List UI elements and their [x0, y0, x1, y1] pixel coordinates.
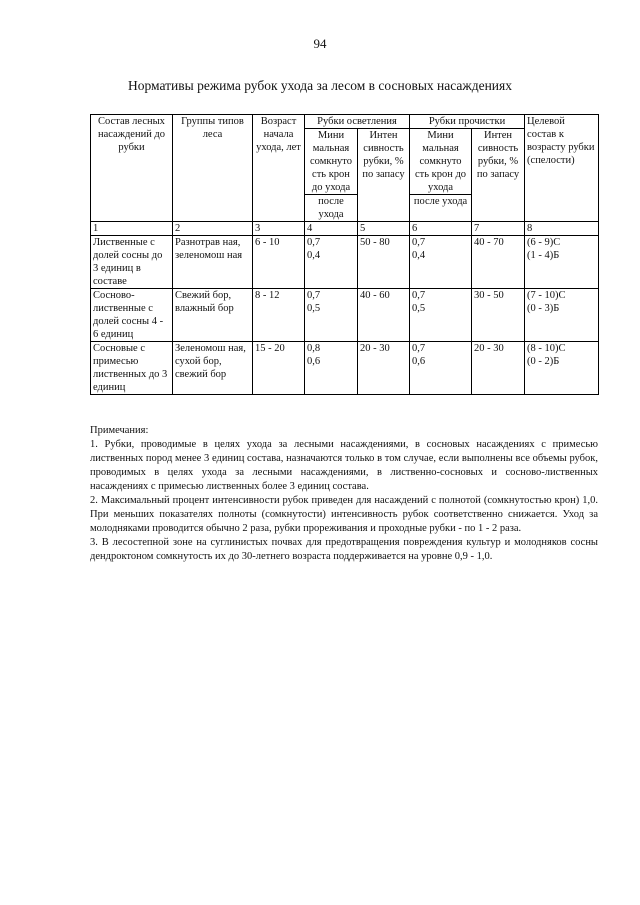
column-number: 1 [91, 222, 173, 236]
header-clearing-group: Рубки осветления [305, 115, 410, 129]
cell-age: 6 - 10 [253, 236, 305, 289]
page-number: 94 [313, 36, 327, 51]
header-thinning-min-after: после ухода [410, 195, 472, 222]
cell-composition: Лиственные с долей сосны до 3 единиц в составе [91, 236, 173, 289]
clearing-min-after: 0,5 [307, 303, 321, 314]
column-number: 2 [173, 222, 253, 236]
column-number: 6 [410, 222, 472, 236]
header-thinning-intensity: Интен сивность рубки, % по запасу [472, 129, 525, 222]
note-item: 1. Рубки, проводимые в целях ухода за лесными насаждениями, в сосновых насаждениях с примесью лиственных пород менее 3 единиц состава, назначаются только в том случае, если выполнены все объемы рубок, проводимых в целях ухода за лесными насаждениями, в лиственно-сосновых и сосново-лиственных насаждениях с примесью лиственных более 3 единиц состава. [90, 439, 598, 492]
header-forest-type: Группы типов леса [173, 115, 253, 222]
column-number: 3 [253, 222, 305, 236]
cell-composition: Сосново-лиственные с долей сосны 4 - 6 единиц [91, 289, 173, 342]
notes-section [90, 424, 598, 564]
header-age: Возраст начала ухода, лет [253, 115, 305, 222]
notes-heading: Примечания: [90, 425, 149, 436]
cell-target [525, 342, 599, 395]
thinning-min-after: 0,5 [412, 303, 426, 314]
clearing-min-before: 0,8 [307, 343, 321, 354]
table-row [91, 342, 599, 395]
clearing-min-before: 0,7 [307, 237, 321, 248]
cell-clearing-intensity: 50 - 80 [358, 236, 410, 289]
column-number: 7 [472, 222, 525, 236]
note-item: 3. В лесостепной зоне на суглинистых почвах для предотвращения повреждения культур и молодняков сосны дендроктоном сомкнутость их до 30-летнего возраста поддерживается на уровне 0,9 - 1,0. [90, 537, 598, 562]
thinning-min-before: 0,7 [412, 343, 426, 354]
note-item: 2. Максимальный процент интенсивности рубок приведен для насаждений с полнотой (сомкнутостью крон) 1,0. При меньших показателях полноты (сомкнутости) интенсивность рубок соответственно снижается. Уход за молодняками проводится обычно 2 раза, рубки прореживания и проходные рубки - по 1 - 2 раза. [90, 495, 598, 534]
header-thinning-min-before: Мини мальная сомкнуто сть крон до ухода [410, 129, 472, 195]
target-pine: (6 - 9)С [527, 237, 561, 248]
header-clearing-min-before: Мини мальная сомкнуто сть крон до ухода [305, 129, 358, 195]
column-number: 8 [525, 222, 599, 236]
page-title: Нормативы режима рубок ухода за лесом в сосновых насаждениях [128, 78, 512, 93]
thinning-min-before: 0,7 [412, 290, 426, 301]
header-thinning-group: Рубки прочистки [410, 115, 525, 129]
cell-clearing-min [305, 289, 358, 342]
thinning-min-after: 0,6 [412, 356, 426, 367]
cell-thinning-intensity: 20 - 30 [472, 342, 525, 395]
column-number: 4 [305, 222, 358, 236]
cell-thinning-min [410, 236, 472, 289]
target-pine: (7 - 10)С [527, 290, 566, 301]
cell-clearing-intensity: 40 - 60 [358, 289, 410, 342]
cell-target [525, 289, 599, 342]
thinning-min-after: 0,4 [412, 250, 426, 261]
clearing-min-after: 0,6 [307, 356, 321, 367]
cell-forest-type: Разнотрав ная, зеленомош ная [173, 236, 253, 289]
cell-thinning-intensity: 30 - 50 [472, 289, 525, 342]
column-number: 5 [358, 222, 410, 236]
cell-age: 15 - 20 [253, 342, 305, 395]
cell-age: 8 - 12 [253, 289, 305, 342]
target-birch: (0 - 3)Б [527, 303, 560, 314]
clearing-min-after: 0,4 [307, 250, 321, 261]
clearing-min-before: 0,7 [307, 290, 321, 301]
thinning-min-before: 0,7 [412, 237, 426, 248]
header-row-1 [91, 115, 599, 129]
cell-clearing-intensity: 20 - 30 [358, 342, 410, 395]
target-pine: (8 - 10)С [527, 343, 566, 354]
table-row [91, 236, 599, 289]
table-row [91, 289, 599, 342]
cell-clearing-min [305, 236, 358, 289]
cell-thinning-min [410, 342, 472, 395]
cell-forest-type: Зеленомош ная, сухой бор, свежий бор [173, 342, 253, 395]
header-target: Целевой состав к возрасту рубки (спелости) [525, 115, 599, 222]
header-clearing-min-after: после ухода [305, 195, 358, 222]
header-clearing-intensity: Интен сивность рубки, % по запасу [358, 129, 410, 222]
cell-clearing-min [305, 342, 358, 395]
norms-table [90, 114, 599, 395]
header-composition: Состав лесных насаждений до рубки [91, 115, 173, 222]
target-birch: (0 - 2)Б [527, 356, 560, 367]
cell-target [525, 236, 599, 289]
cell-composition: Сосновые с примесью лиственных до 3 единиц [91, 342, 173, 395]
cell-forest-type: Свежий бор, влажный бор [173, 289, 253, 342]
target-birch: (1 - 4)Б [527, 250, 560, 261]
cell-thinning-intensity: 40 - 70 [472, 236, 525, 289]
column-numbers-row [91, 222, 599, 236]
cell-thinning-min [410, 289, 472, 342]
